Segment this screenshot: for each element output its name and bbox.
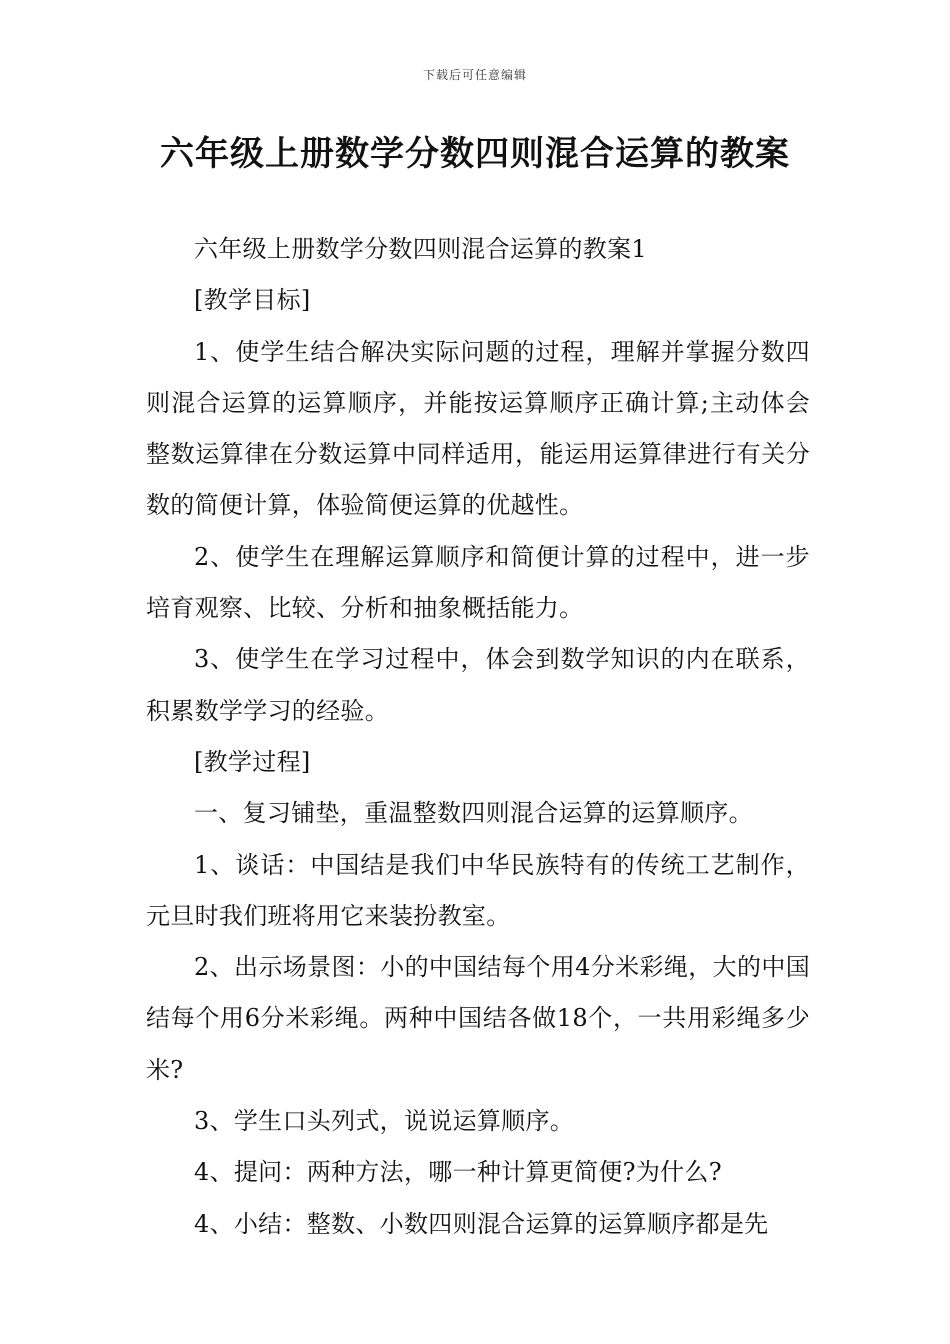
paragraph-section-title: 六年级上册数学分数四则混合运算的教案1 bbox=[194, 235, 647, 263]
header-note: 下载后可任意编辑 bbox=[422, 68, 527, 82]
paragraph-step-4-summary: 4、小结：整数、小数四则混合运算的运算顺序都是先 bbox=[194, 1209, 769, 1238]
paragraph-heading-process: [教学过程] bbox=[194, 747, 311, 776]
paragraph-step-4-question: 4、提问：两种方法，哪一种计算更简便?为什么? bbox=[194, 1158, 722, 1187]
paragraph-objective-2: 2、使学生在理解运算顺序和简便计算的过程中，进一步培育观察、比较、分析和抽象概括能力。 bbox=[146, 542, 810, 623]
document-title: 六年级上册数学分数四则混合运算的教案 bbox=[160, 134, 790, 174]
paragraph-step-3: 3、学生口头列式，说说运算顺序。 bbox=[194, 1107, 575, 1136]
paragraph-step-1: 1、谈话：中国结是我们中华民族特有的传统工艺制作，元旦时我们班将用它来装扮教室。 bbox=[146, 850, 810, 930]
paragraph-step-2: 2、出示场景图：小的中国结每个用4分米彩绳，大的中国结每个用6分米彩绳。两种中国结各做18个，一共用彩绳多少米? bbox=[146, 953, 810, 1084]
paragraph-objective-1: 1、使学生结合解决实际问题的过程，理解并掌握分数四则混合运算的运算顺序，并能按运算顺序正确计算;主动体会整数运算律在分数运算中同样适用，能运用运算律进行有关分数的简便计算，体验简便运算的优越性。 bbox=[146, 337, 810, 520]
document-body bbox=[146, 224, 810, 1250]
paragraph-step-review: 一、复习铺垫，重温整数四则混合运算的运算顺序。 bbox=[194, 799, 753, 828]
paragraph-heading-objectives: [教学目标] bbox=[194, 286, 311, 315]
paragraph-objective-3: 3、使学生在学习过程中，体会到数学知识的内在联系，积累数学学习的经验。 bbox=[146, 645, 810, 725]
